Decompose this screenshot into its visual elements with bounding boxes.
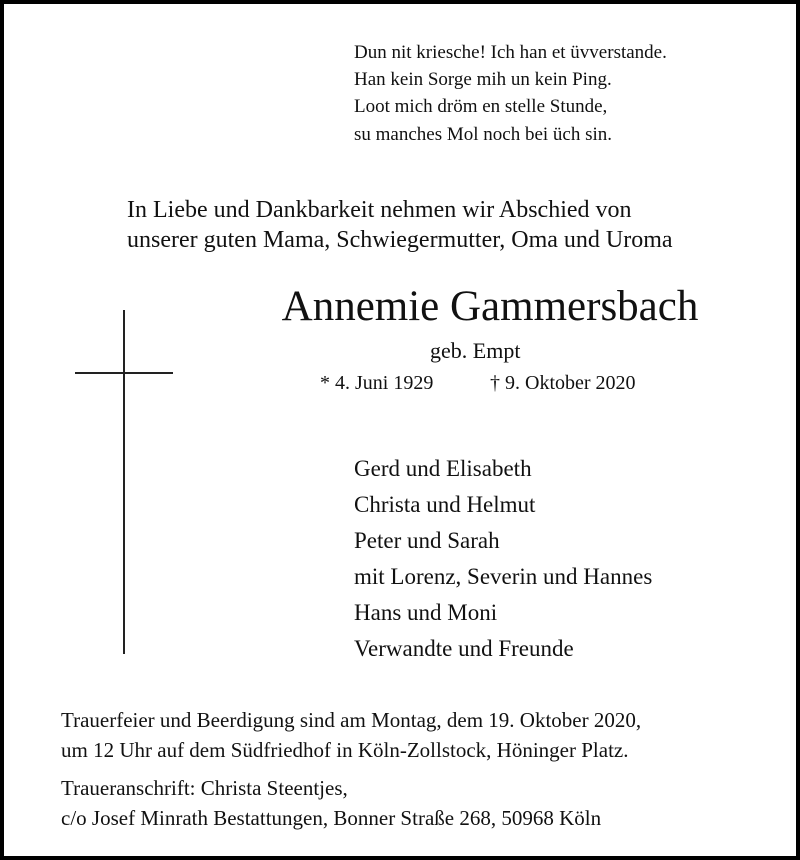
birth-name: geb. Empt — [430, 338, 521, 363]
death-date: † 9. Oktober 2020 — [490, 372, 636, 394]
poem-line: Loot mich dröm en stelle Stunde, — [354, 96, 608, 117]
family-member: mit Lorenz, Severin und Hannes — [354, 564, 653, 589]
cross-horizontal-bar — [75, 372, 173, 374]
poem-line: Han kein Sorge mih un kein Ping. — [354, 69, 612, 90]
address-line: Traueranschrift: Christa Steentjes, — [61, 776, 348, 800]
birth-date: * 4. Juni 1929 — [320, 372, 434, 394]
ceremony-line: um 12 Uhr auf dem Südfriedhof in Köln-Zollstock, Höninger Platz. — [61, 738, 629, 762]
family-member: Hans und Moni — [354, 600, 498, 625]
family-member: Verwandte und Freunde — [354, 636, 574, 661]
family-member: Christa und Helmut — [354, 492, 536, 517]
deceased-name: Annemie Gammersbach — [281, 283, 699, 330]
address-line: c/o Josef Minrath Bestattungen, Bonner Straße 268, 50968 Köln — [61, 806, 602, 830]
poem-line: su manches Mol noch bei üch sin. — [354, 124, 613, 145]
poem-line: Dun nit kriesche! Ich han et üvverstande. — [354, 42, 667, 63]
ceremony-line: Trauerfeier und Beerdigung sind am Montag, dem 19. Oktober 2020, — [61, 708, 642, 732]
cross-vertical-bar — [123, 310, 125, 654]
family-member: Gerd und Elisabeth — [354, 456, 532, 481]
intro-line: unserer guten Mama, Schwiegermutter, Oma und Uroma — [127, 227, 673, 253]
family-member: Peter und Sarah — [354, 528, 500, 553]
intro-line: In Liebe und Dankbarkeit nehmen wir Abschied von — [127, 197, 632, 223]
